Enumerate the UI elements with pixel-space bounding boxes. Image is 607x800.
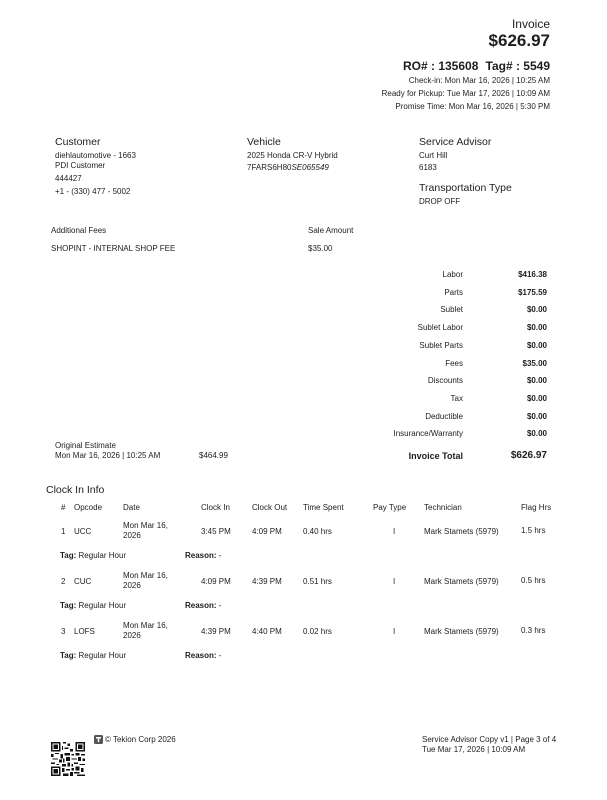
row-pay-type: I: [393, 577, 396, 586]
row-opcode: CUC: [74, 577, 92, 586]
clock-in-title: Clock In Info: [46, 484, 105, 496]
row-opcode: LOFS: [74, 627, 95, 636]
customer-name: diehlautomotive - 1663: [55, 151, 136, 160]
total-value-parts: $175.59: [518, 287, 547, 297]
vehicle-vin: [247, 163, 329, 172]
total-label-fees: Fees: [445, 358, 463, 368]
row-flag-hrs: 0.5 hrs: [521, 576, 546, 585]
row-date-line1: Mon Mar 16,: [123, 521, 168, 530]
tag-label: Tag:: [60, 601, 77, 610]
estimate-amount: $464.99: [199, 451, 228, 460]
qr-code-icon: [51, 742, 85, 776]
tag-label: Tag:: [60, 651, 77, 660]
col-header-clock-out: Clock Out: [252, 503, 288, 512]
tag-value: Regular Hour: [78, 651, 127, 660]
print-date: Tue Mar 17, 2026 | 10:09 AM: [422, 745, 526, 754]
row-clock-out: 4:39 PM: [252, 577, 282, 586]
row-reason: [185, 601, 221, 610]
tekion-logo-icon: [94, 735, 103, 744]
row-reason: [185, 651, 221, 660]
customer-type: PDI Customer: [55, 161, 106, 170]
row-date-line1: Mon Mar 16,: [123, 571, 168, 580]
ro-number: RO# : 135608: [403, 59, 479, 73]
total-label-sublet: Sublet: [440, 305, 463, 315]
row-tag: [60, 651, 126, 660]
row-clock-out: 4:09 PM: [252, 527, 282, 536]
row-technician: Mark Stamets (5979): [424, 527, 499, 536]
vin-suffix: SE065549: [291, 163, 329, 172]
copyright: © Tekion Corp 2026: [105, 735, 176, 744]
reason-label: Reason:: [185, 551, 217, 560]
total-label-sublet-labor: Sublet Labor: [417, 323, 463, 333]
row-tag: [60, 551, 126, 560]
total-label-labor: Labor: [442, 270, 463, 279]
row-time-spent: 0.40 hrs: [303, 527, 332, 536]
total-value-tax: $0.00: [526, 393, 547, 403]
tag-number: Tag# : 5549: [485, 59, 550, 73]
invoice-total-value: $626.97: [510, 450, 547, 461]
reason-value: -: [218, 651, 222, 660]
fee-amount: $35.00: [308, 244, 333, 253]
customer-heading: Customer: [55, 136, 101, 148]
row-num: 3: [61, 627, 66, 636]
row-time-spent: 0.51 hrs: [303, 577, 332, 586]
col-header-date: Date: [123, 503, 140, 512]
fee-item: SHOPINT - INTERNAL SHOP FEE: [51, 244, 176, 253]
total-value-fees: $35.00: [522, 358, 547, 368]
row-tag: [60, 601, 126, 610]
total-label-sublet-parts: Sublet Parts: [419, 340, 463, 350]
estimate-date: Mon Mar 16, 2026 | 10:25 AM: [55, 451, 161, 460]
row-pay-type: I: [393, 627, 396, 636]
row-opcode: UCC: [74, 527, 92, 536]
row-time-spent: 0.02 hrs: [303, 627, 332, 636]
transport-type: DROP OFF: [419, 197, 461, 206]
col-header-pay-type: Pay Type: [373, 503, 407, 512]
row-pay-type: I: [393, 527, 396, 536]
advisor-id: 6183: [419, 163, 437, 172]
row-num: 1: [61, 527, 66, 536]
total-value-discounts: $0.00: [526, 376, 547, 386]
total-label-tax: Tax: [450, 393, 463, 403]
col-header-time-spent: Time Spent: [303, 503, 344, 512]
row-clock-out: 4:40 PM: [252, 627, 282, 636]
col-header-technician: Technician: [424, 503, 462, 512]
reason-value: -: [218, 601, 222, 610]
total-label-insurance-warranty: Insurance/Warranty: [393, 429, 463, 439]
transport-heading: Transportation Type: [419, 182, 512, 194]
invoice-amount: $626.97: [488, 31, 550, 50]
row-date-line1: Mon Mar 16,: [123, 621, 168, 630]
copy-info: Service Advisor Copy v1 | Page 3 of 4: [422, 735, 557, 744]
reason-label: Reason:: [185, 601, 217, 610]
total-value-insurance-warranty: $0.00: [526, 429, 547, 439]
row-flag-hrs: 1.5 hrs: [521, 526, 546, 535]
total-label-deductible: Deductible: [425, 411, 463, 421]
estimate-heading: Original Estimate: [55, 441, 116, 450]
advisor-name: Curt Hill: [419, 151, 448, 160]
advisor-heading: Service Advisor: [419, 136, 492, 148]
tag-label: Tag:: [60, 551, 77, 560]
col-header-flag-hrs: Flag Hrs: [521, 503, 552, 512]
ready-time: Ready for Pickup: Tue Mar 17, 2026 | 10:09 AM: [381, 89, 550, 98]
row-flag-hrs: 0.3 hrs: [521, 626, 546, 635]
promise-time: Promise Time: Mon Mar 16, 2026 | 5:30 PM: [395, 102, 550, 111]
vehicle-model: 2025 Honda CR-V Hybrid: [247, 151, 338, 160]
total-value-sublet-labor: $0.00: [526, 323, 547, 333]
col-header-clock-in: Clock In: [201, 503, 230, 512]
total-value-deductible: $0.00: [526, 411, 547, 421]
total-label-discounts: Discounts: [427, 376, 463, 386]
row-date-line2: 2026: [123, 631, 141, 640]
col-header-num: #: [61, 503, 66, 512]
tag-value: Regular Hour: [78, 551, 127, 560]
row-clock-in: 3:45 PM: [201, 527, 231, 536]
total-value-labor: $416.38: [518, 270, 547, 279]
reason-value: -: [218, 551, 222, 560]
checkin-time: Check-in: Mon Mar 16, 2026 | 10:25 AM: [408, 76, 550, 85]
vehicle-heading: Vehicle: [247, 136, 281, 148]
customer-id: 444427: [55, 174, 82, 183]
row-date-line2: 2026: [123, 581, 141, 590]
invoice-total-label: Invoice Total: [408, 451, 463, 461]
col-header-opcode: Opcode: [74, 503, 103, 512]
total-value-sublet: $0.00: [526, 305, 547, 315]
row-clock-in: 4:09 PM: [201, 577, 231, 586]
total-value-sublet-parts: $0.00: [526, 340, 547, 350]
invoice-label: Invoice: [511, 17, 550, 31]
vin-prefix: 7FARS6H80: [247, 163, 292, 172]
row-technician: Mark Stamets (5979): [424, 577, 499, 586]
total-label-parts: Parts: [444, 287, 463, 297]
row-clock-in: 4:39 PM: [201, 627, 231, 636]
row-reason: [185, 551, 221, 560]
row-technician: Mark Stamets (5979): [424, 627, 499, 636]
customer-phone: +1 - (330) 477 - 5002: [55, 187, 131, 196]
tag-value: Regular Hour: [78, 601, 127, 610]
sale-amount-header: Sale Amount: [308, 226, 354, 235]
row-date-line2: 2026: [123, 531, 141, 540]
reason-label: Reason:: [185, 651, 217, 660]
row-num: 2: [61, 577, 66, 586]
fees-header: Additional Fees: [51, 226, 107, 235]
